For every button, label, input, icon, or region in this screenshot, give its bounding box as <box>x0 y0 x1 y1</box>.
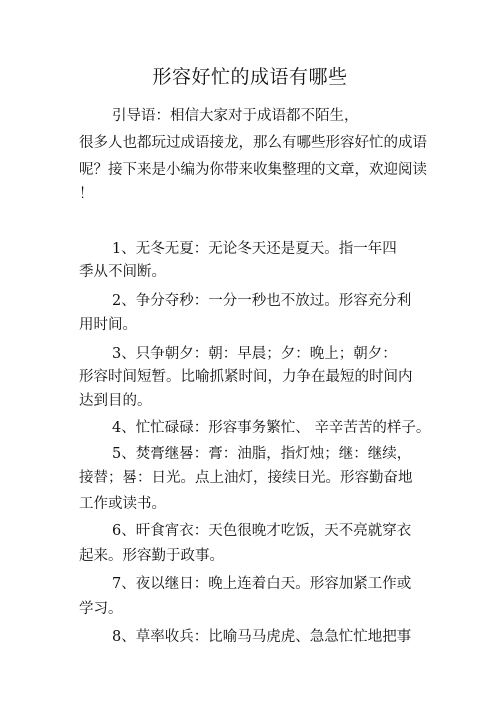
item-5-line-3: 工作或读书。 <box>79 496 166 512</box>
intro-line-1: 引导语：相信大家对于成语都不陌生， <box>112 108 359 124</box>
intro-line-2: 很多人也都玩过成语接龙，那么有哪些形容好忙的成语 <box>79 135 427 151</box>
intro-line-4: ！ <box>79 186 94 202</box>
item-8-line-1: 8、草率收兵：比喻马马虎虎、急急忙忙地把事 <box>112 629 412 645</box>
page-title: 形容好忙的成语有哪些 <box>152 66 348 88</box>
item-1-line-2: 季从不间断。 <box>79 264 166 280</box>
item-2-line-1: 2、争分夺秒：一分一秒也不放过。形容充分利 <box>112 293 412 309</box>
item-3-line-1: 3、只争朝夕：朝：早晨；夕：晚上；朝夕： <box>112 346 397 362</box>
item-6-line-1: 6、旰食宵衣：天色很晚才吃饭，天不亮就穿衣 <box>112 523 412 539</box>
item-7-line-2: 学习。 <box>79 601 123 617</box>
item-3-line-3: 达到目的。 <box>79 393 152 409</box>
item-3-line-2: 形容时间短暂。比喻抓紧时间，力争在最短的时间内 <box>79 369 413 385</box>
item-6-line-2: 起来。形容勤于政事。 <box>79 548 224 564</box>
item-5-line-2: 接替；晷：日光。点上油灯，接续日光。形容勤奋地 <box>79 470 413 486</box>
item-2-line-2: 用时间。 <box>79 317 137 333</box>
item-7-line-1: 7、夜以继日：晚上连着白天。形容加紧工作或 <box>112 576 412 592</box>
item-1-line-1: 1、无冬无夏：无论冬天还是夏天。指一年四 <box>112 241 397 257</box>
item-5-line-1: 5、焚膏继晷：膏：油脂，指灯烛；继：继续， <box>112 446 412 462</box>
item-4-line-1: 4、忙忙碌碌：形容事务繁忙、 辛辛苦苦的样子。 <box>112 420 431 436</box>
intro-line-3: 呢？接下来是小编为你带来收集整理的文章，欢迎阅读 <box>79 162 427 178</box>
